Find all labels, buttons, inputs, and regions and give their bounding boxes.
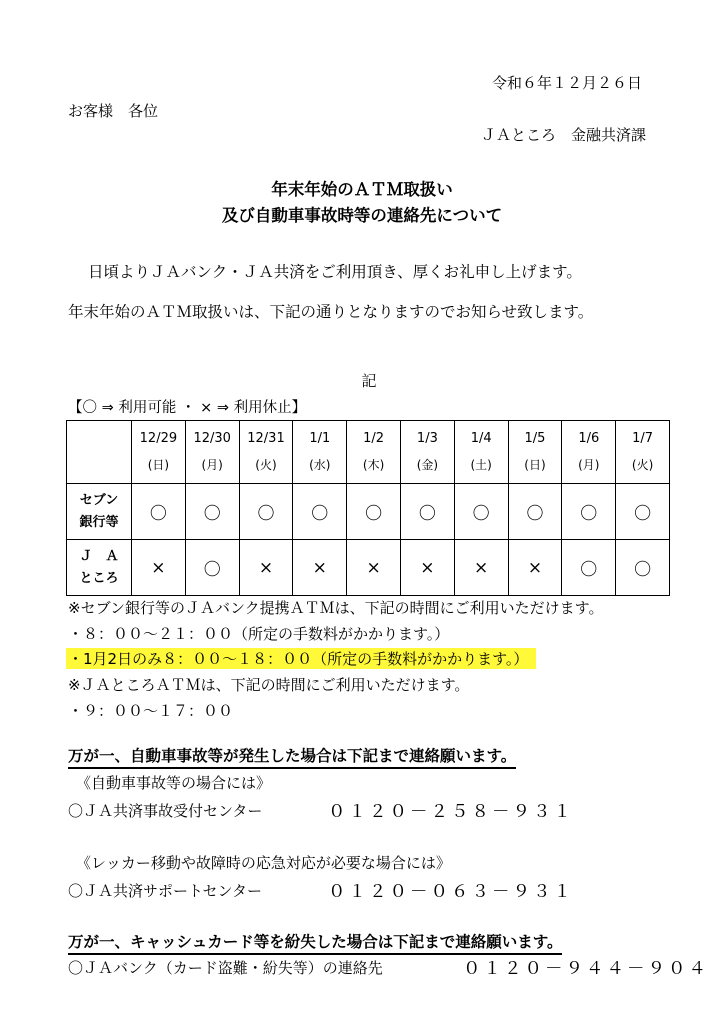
day-date: 1/2 xyxy=(363,430,385,446)
availability-cell: 〇 xyxy=(239,484,293,540)
day-date: 1/1 xyxy=(309,430,331,446)
day-header xyxy=(400,421,454,484)
availability-cell: 〇 xyxy=(562,540,616,596)
row-label-line-1: セブン xyxy=(79,492,119,508)
accident-center-name: 〇ＪＡ共済事故受付センター xyxy=(68,802,263,820)
legend: 【〇 ⇒ 利用可能 ・ × ⇒ 利用休止】 xyxy=(68,400,307,416)
intro-line-2: 年末年始のＡＴＭ取扱いは、下記の通りとなりますのでお知らせ致します。 xyxy=(68,303,594,321)
day-date: 1/6 xyxy=(578,430,600,446)
availability-cell: 〇 xyxy=(616,484,670,540)
row-label xyxy=(67,484,132,540)
seven-atm-special-hours-highlight: ・1月2日のみ８：００～１８：００（所定の手数料がかかります。） xyxy=(66,648,536,669)
document-date: 令和６年１２月２６日 xyxy=(491,74,642,92)
intro-line-1: 日頃よりＪＡバンク・ＪＡ共済をご利用頂き、厚くお礼申し上げます。 xyxy=(88,263,582,281)
day-header xyxy=(616,421,670,484)
ki-heading: 記 xyxy=(361,372,377,390)
availability-cell: 〇 xyxy=(454,484,508,540)
table-header-row xyxy=(67,421,670,484)
availability-cell: 〇 xyxy=(185,484,239,540)
availability-cell: × xyxy=(239,540,293,596)
day-date: 1/5 xyxy=(524,430,546,446)
row-label xyxy=(67,540,132,596)
day-date: 1/4 xyxy=(470,430,492,446)
ja-atm-hours: ・９：００～１７：００ xyxy=(68,702,234,720)
day-of-week: (金) xyxy=(416,457,439,472)
day-of-week: (日) xyxy=(147,457,170,472)
day-of-week: (月) xyxy=(201,457,223,472)
title-line-2: 及び自動車事故時等の連絡先について xyxy=(221,206,503,225)
day-of-week: (木) xyxy=(362,457,385,472)
day-date: 12/29 xyxy=(139,430,178,446)
availability-cell: 〇 xyxy=(132,484,186,540)
day-header xyxy=(347,421,401,484)
day-header xyxy=(562,421,616,484)
day-header xyxy=(239,421,293,484)
table-corner-cell xyxy=(67,421,132,484)
availability-cell: × xyxy=(293,540,347,596)
day-of-week: (火) xyxy=(255,457,277,472)
support-center-phone: ０１２０－０６３－９３１ xyxy=(328,882,574,902)
accident-heading: 万が一、自動車事故等が発生した場合は下記まで連絡願います。 xyxy=(68,744,516,769)
day-date: 1/3 xyxy=(416,430,438,446)
title-line-1: 年末年始のＡＴＭ取扱い xyxy=(271,180,453,199)
card-loss-heading: 万が一、キャッシュカード等を紛失した場合は下記まで連絡願います。 xyxy=(68,930,562,955)
row-label-line-2: 銀行等 xyxy=(79,514,119,530)
day-of-week: (日) xyxy=(524,457,546,472)
accident-case-label: 《自動車事故等の場合には》 xyxy=(76,774,272,792)
atm-schedule-table xyxy=(66,420,670,596)
tow-case-label: 《レッカー移動や故障時の応急対応が必要な場合には》 xyxy=(76,854,451,872)
availability-cell: 〇 xyxy=(616,540,670,596)
availability-cell: 〇 xyxy=(293,484,347,540)
availability-cell: 〇 xyxy=(508,484,562,540)
row-label-line-1: Ｊ Ａ xyxy=(79,548,119,564)
day-of-week: (土) xyxy=(470,457,492,472)
day-of-week: (火) xyxy=(631,457,654,472)
card-loss-contact-phone: ０１２０－９４４－９０４ xyxy=(463,959,709,979)
availability-cell: × xyxy=(508,540,562,596)
row-label-line-2: ところ xyxy=(79,570,119,586)
card-loss-contact-name: 〇ＪＡバンク（カード盗難・紛失等）の連絡先 xyxy=(68,959,383,977)
availability-cell: 〇 xyxy=(347,484,401,540)
availability-cell: × xyxy=(400,540,454,596)
day-header xyxy=(185,421,239,484)
day-header xyxy=(293,421,347,484)
seven-atm-note: ※セブン銀行等のＪＡバンク提携ＡＴＭは、下記の時間にご利用いただけます。 xyxy=(68,599,604,617)
day-header xyxy=(132,421,186,484)
day-of-week: (月) xyxy=(578,457,600,472)
day-of-week: (水) xyxy=(309,457,331,472)
sender: ＪＡところ 金融共済課 xyxy=(480,126,646,144)
day-date: 12/31 xyxy=(247,430,285,446)
recipient: お客様 各位 xyxy=(68,102,159,120)
day-date: 1/7 xyxy=(632,430,654,446)
availability-cell: 〇 xyxy=(185,540,239,596)
day-header xyxy=(508,421,562,484)
availability-cell: × xyxy=(132,540,186,596)
availability-cell: × xyxy=(454,540,508,596)
seven-atm-hours: ・８：００～２１：００（所定の手数料がかかります。） xyxy=(68,625,450,643)
accident-center-phone: ０１２０－２５８－９３１ xyxy=(328,802,574,822)
table-row-ja xyxy=(67,540,670,596)
availability-cell: 〇 xyxy=(400,484,454,540)
ja-atm-note: ※ＪＡところＡＴＭは、下記の時間にご利用いただけます。 xyxy=(68,676,470,694)
support-center-name: 〇ＪＡ共済サポートセンター xyxy=(68,882,262,900)
table-row-seven xyxy=(67,484,670,540)
availability-cell: 〇 xyxy=(562,484,616,540)
day-date: 12/30 xyxy=(193,430,231,446)
availability-cell: × xyxy=(347,540,401,596)
day-header xyxy=(454,421,508,484)
